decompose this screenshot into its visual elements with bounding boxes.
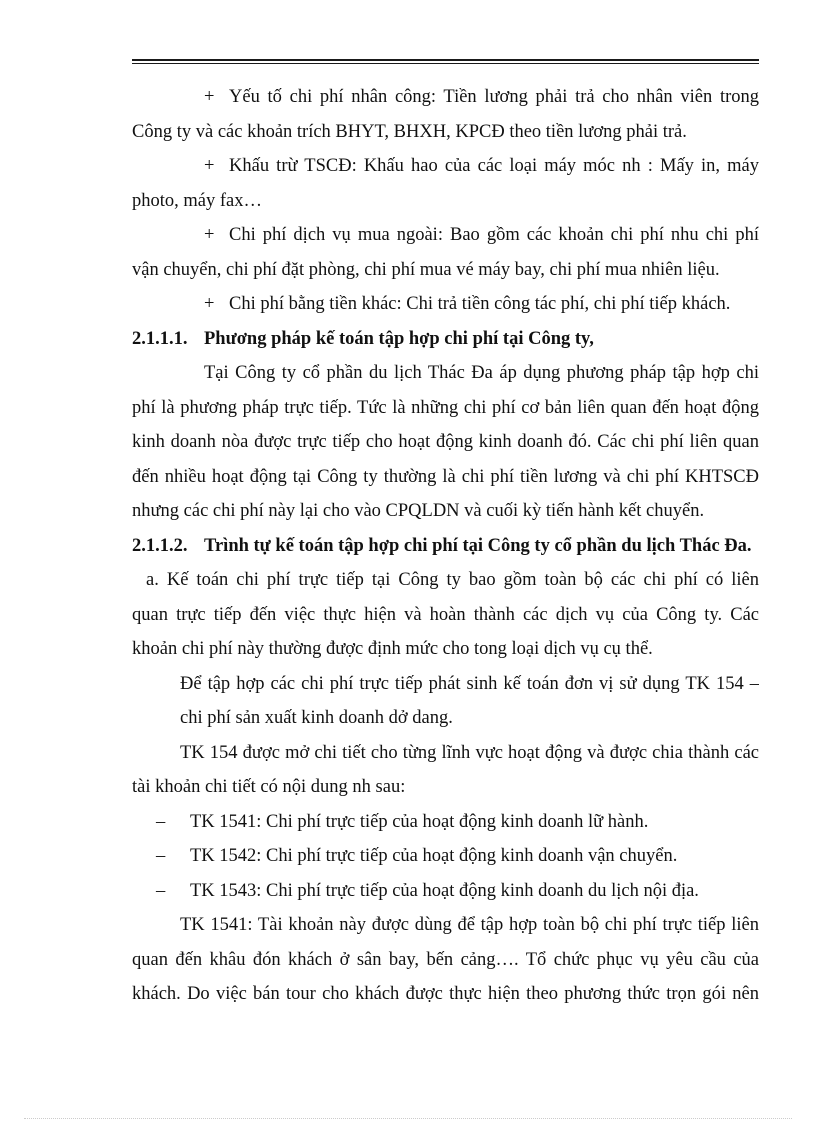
dash-item-line [132,805,759,840]
dash-item-line [132,839,759,874]
line-text: Tại Công ty cổ phần du lịch Thác Đa áp dụng phương pháp tập hợp chi [204,363,759,383]
text-line [132,184,759,219]
line-text: tài khoản chi tiết có nội dung nh sau: [132,777,406,797]
text-line [132,253,759,288]
paragraph-line [132,598,759,633]
line-text: kinh doanh nòa được trực tiếp cho hoạt động kinh doanh đó. Các chi phí liên quan [132,432,759,452]
paragraph-line [132,736,759,771]
text-line [132,115,759,150]
plus-marker: + [204,225,215,245]
section-heading [132,529,759,564]
line-text: Yếu tố chi phí nhân công: Tiền lương phải trả cho nhân viên trong [229,87,759,107]
plus-marker: + [204,294,215,314]
page-bottom-border [24,1118,792,1119]
line-text: TK 1542: Chi phí trực tiếp của hoạt động kinh doanh vận chuyển. [190,846,678,866]
line-text: quan trực tiếp đến việc thực hiện và hoàn thành các dịch vụ của Công ty. Các [132,604,759,625]
plus-marker: + [204,87,215,107]
plus-marker: + [204,156,215,176]
dash-marker: – [156,811,166,832]
plus-item-line [132,218,759,253]
paragraph-line [132,563,759,598]
line-text: TK 1541: Tài khoản này được dùng để tập hợp toàn bộ chi phí trực tiếp liên [180,915,759,935]
paragraph-line [132,667,759,702]
line-text: quan đến khâu đón khách ở sân bay, bến cảng…. Tổ chức phục vụ yêu cầu của [132,949,759,970]
paragraph-line [132,908,759,943]
dash-marker: – [156,846,166,866]
plus-item-line [132,80,759,115]
line-text: Chi phí bằng tiền khác: Chi trả tiền công tác phí, chi phí tiếp khách. [229,294,731,314]
line-text: phí là phương pháp trực tiếp. Tức là những chi phí cơ bản liên quan đến hoạt động [132,397,759,418]
paragraph-line [132,425,759,460]
header-rule-thick [132,59,759,61]
paragraph-line [132,356,759,391]
line-text: TK 1541: Chi phí trực tiếp của hoạt động kinh doanh lữ hành. [190,811,649,832]
line-text: khách. Do việc bán tour cho khách được thực hiện theo phương thức trọn gói nên [132,984,759,1004]
dash-marker: – [156,880,166,901]
line-text: Để tập hợp các chi phí trực tiếp phát sinh kế toán đơn vị sử dụng TK 154 – [180,673,759,694]
heading-text: Trình tự kế toán tập hợp chi phí tại Công ty cổ phần du lịch Thác Đa. [204,535,752,556]
plus-item-line [132,149,759,184]
line-text: nhưng các chi phí này lại cho vào CPQLDN và cuối kỳ tiến hành kết chuyển. [132,501,705,521]
line-text: Công ty và các khoản trích BHYT, BHXH, KPCĐ theo tiền lương phải trả. [132,121,687,142]
section-heading [132,322,759,357]
heading-text: Phương pháp kế toán tập hợp chi phí tại Công ty, [204,328,594,349]
paragraph-line [132,494,759,529]
line-text: khoản chi phí này thường được định mức cho tong loại dịch vụ cụ thể. [132,639,653,659]
line-text: Chi phí dịch vụ mua ngoài: Bao gồm các khoản chi phí nhu chi phí [229,225,759,245]
line-text: vận chuyển, chi phí đặt phòng, chi phí mua vé máy bay, chi phí mua nhiên liệu. [132,259,720,280]
document-body [132,80,759,1012]
line-text: a. Kế toán chi phí trực tiếp tại Công ty bao gồm toàn bộ các chi phí có liên [146,570,759,590]
line-text: Khấu trừ TSCĐ: Khấu hao của các loại máy móc nh : Mấy in, máy [229,156,759,176]
line-text: chi phí sản xuất kinh doanh dở dang. [180,708,453,728]
line-text: photo, máy fax… [132,190,262,211]
paragraph-line [132,632,759,667]
section-number: 2.1.1.2. [132,535,188,556]
paragraph-line [132,770,759,805]
paragraph-line [132,943,759,978]
paragraph-line [132,460,759,495]
paragraph-line [132,977,759,1012]
line-text: TK 154 được mở chi tiết cho từng lĩnh vực hoạt động và được chia thành các [180,742,759,763]
line-text: TK 1543: Chi phí trực tiếp của hoạt động kinh doanh du lịch nội địa. [190,880,699,901]
header-rule-thin [132,63,759,64]
dash-item-line [132,874,759,909]
section-number: 2.1.1.1. [132,328,188,349]
line-text: đến nhiều hoạt động tại Công ty thường là chi phí tiền lương và chi phí KHTSCĐ [132,466,759,487]
paragraph-line [132,391,759,426]
plus-item-line [132,287,759,322]
paragraph-line [132,701,759,736]
